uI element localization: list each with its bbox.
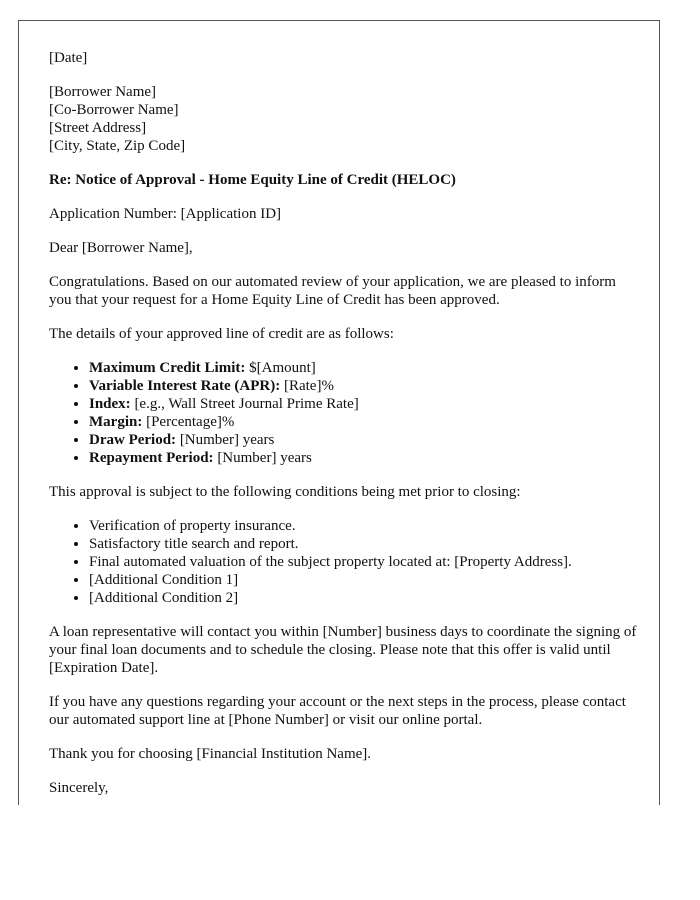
detail-label: Index: <box>89 396 131 412</box>
list-item: • Verification of property insurance. <box>89 517 639 535</box>
street-address: [Street Address] <box>49 120 147 136</box>
detail-label: Variable Interest Rate (APR): <box>89 378 281 394</box>
co-borrower-name: [Co-Borrower Name] <box>49 102 179 118</box>
letter-page <box>18 20 660 805</box>
letter-body <box>49 49 639 805</box>
conditions-list <box>49 517 639 607</box>
list-item: • [Additional Condition 2] <box>89 589 639 607</box>
borrower-name: [Borrower Name] <box>49 84 157 100</box>
questions-paragraph: If you have any questions regarding your account or the next steps in the process, please contact our automated support line at [Phone Number] or visit our online portal. <box>49 694 626 728</box>
detail-value: [Number] years <box>213 450 312 466</box>
detail-value: [e.g., Wall Street Journal Prime Rate] <box>130 396 359 412</box>
closing-line: Sincerely, <box>49 780 109 796</box>
list-item <box>89 395 639 413</box>
recipient-address <box>49 83 639 155</box>
list-item: • Final automated valuation of the subject property located at: [Property Address]. <box>89 553 639 571</box>
list-item: • [Additional Condition 1] <box>89 571 639 589</box>
list-item <box>89 359 639 377</box>
subject-line: Re: Notice of Approval - Home Equity Line of Credit (HELOC) <box>49 172 456 188</box>
intro-paragraph: Congratulations. Based on our automated review of your application, we are pleased to inform you that your request for a Home Equity Line of Credit has been approved. <box>49 274 616 308</box>
credit-details-list <box>49 359 639 467</box>
list-item: • Satisfactory title search and report. <box>89 535 639 553</box>
detail-value: $[Amount] <box>245 360 316 376</box>
salutation: Dear [Borrower Name], <box>49 240 193 256</box>
list-item <box>89 449 639 467</box>
detail-label: Draw Period: <box>89 432 177 448</box>
detail-value: [Number] years <box>176 432 275 448</box>
detail-label: Repayment Period: <box>89 450 214 466</box>
list-item <box>89 413 639 431</box>
letter-date: [Date] <box>49 50 88 66</box>
list-item <box>89 431 639 449</box>
list-item <box>89 377 639 395</box>
detail-value: [Rate]% <box>280 378 334 394</box>
detail-label: Margin: <box>89 414 143 430</box>
conditions-intro: This approval is subject to the following conditions being met prior to closing: <box>49 484 521 500</box>
city-state-zip: [City, State, Zip Code] <box>49 138 186 154</box>
detail-label: Maximum Credit Limit: <box>89 360 246 376</box>
details-intro: The details of your approved line of credit are as follows: <box>49 326 394 342</box>
detail-value: [Percentage]% <box>142 414 235 430</box>
representative-paragraph: A loan representative will contact you within [Number] business days to coordinate the signing of your final loan documents and to schedule the closing. Please note that this offer is valid until [Expiration Date]. <box>49 624 637 676</box>
thanks-line: Thank you for choosing [Financial Institution Name]. <box>49 746 372 762</box>
application-number: Application Number: [Application ID] <box>49 206 282 222</box>
